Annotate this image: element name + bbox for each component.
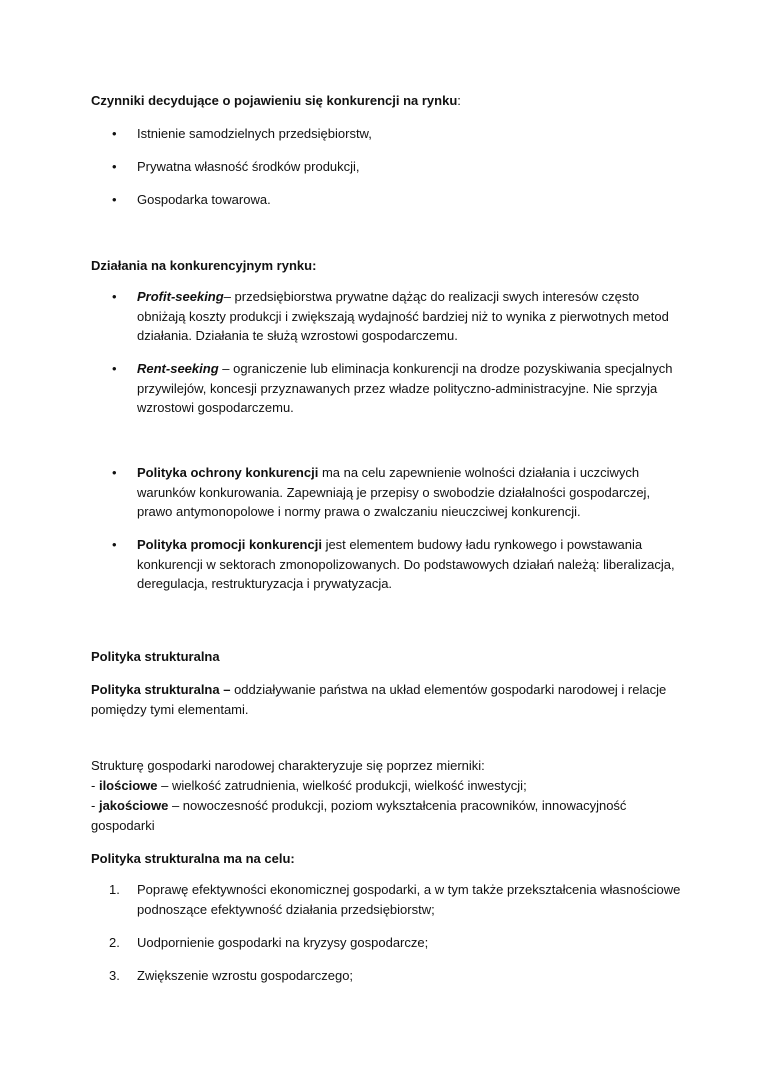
term-ochrona: Polityka ochrony konkurencji: [137, 465, 319, 480]
list-item: Istnienie samodzielnych przedsiębiorstw,: [137, 126, 372, 141]
list-number: 1.: [109, 882, 120, 897]
list-item: Poprawę efektywności ekonomicznej gospodarki, a w tym także przekształcenia własnościowe podnoszące efektywność działania przedsiębiorstw;: [137, 882, 681, 917]
bullet-icon: •: [112, 289, 117, 304]
measures-intro: Strukturę gospodarki narodowej charakteryzuje się poprzez mierniki:: [91, 758, 485, 773]
definition-paragraph: Polityka strukturalna – oddziaływanie państwa na układ elementów gospodarki narodowej i relacje pomiędzy tymi elementami.: [91, 682, 667, 717]
list-item: Polityka promocji konkurencji jest elementem budowy ładu rynkowego i powstawania konkurencji w sektorach zmonopolizowanych. Do podstawowych działań należą: liberalizacja, deregulacja, restrukturyzacja i prywatyzacja.: [137, 537, 675, 591]
list-number: 3.: [109, 968, 120, 983]
section2-heading: Działania na konkurencyjnym rynku:: [91, 258, 317, 273]
term-promocja: Polityka promocji konkurencji: [137, 537, 322, 552]
bullet-icon: •: [112, 126, 117, 141]
term-rent-seeking: Rent-seeking: [137, 361, 219, 376]
measure-qualitative: - jakościowe – nowoczesność produkcji, poziom wykształcenia pracowników, innowacyjność gospodarki: [91, 798, 627, 833]
bullet-icon: •: [112, 361, 117, 376]
bullet-icon: •: [112, 159, 117, 174]
list-item: Gospodarka towarowa.: [137, 192, 271, 207]
list-item: Profit-seeking– przedsiębiorstwa prywatne dążąc do realizacji swych interesów często obniżają koszty produkcji i zwiększają wydajność bardziej niż to wynika z pierwotnych metod działania. Działania te służą wzrostowi gospodarczemu.: [137, 289, 669, 343]
list-item: Zwiększenie wzrostu gospodarczego;: [137, 968, 354, 983]
section1-heading: Czynniki decydujące o pojawieniu się konkurencji na rynku:: [91, 93, 461, 108]
list-number: 2.: [109, 935, 120, 950]
term-profit-seeking: Profit-seeking: [137, 289, 224, 304]
list-item: Uodpornienie gospodarki na kryzysy gospodarcze;: [137, 935, 429, 950]
bullet-icon: •: [112, 465, 117, 480]
measure-quantitative: - ilościowe – wielkość zatrudnienia, wielkość produkcji, wielkość inwestycji;: [91, 778, 527, 793]
list-item: Prywatna własność środków produkcji,: [137, 159, 360, 174]
list-item: Polityka ochrony konkurencji ma na celu zapewnienie wolności działania i uczciwych warunków konkurowania. Zapewniają je przepisy o swobodzie działalności gospodarczej, prawo antymonopolowe i normy prawa o zwalczaniu nieuczciwej konkurencji.: [137, 465, 651, 519]
section4-heading: Polityka strukturalna: [91, 649, 220, 664]
bullet-icon: •: [112, 537, 117, 552]
list-item: Rent-seeking – ograniczenie lub eliminacja konkurencji na drodze pozyskiwania specjalnych przywilejów, koncesji przyznawanych przez władze polityczno-administracyjne. Nie sprzyja wzrostowi gospodarczemu.: [137, 361, 673, 415]
goals-heading: Polityka strukturalna ma na celu:: [91, 851, 295, 866]
bullet-icon: •: [112, 192, 117, 207]
